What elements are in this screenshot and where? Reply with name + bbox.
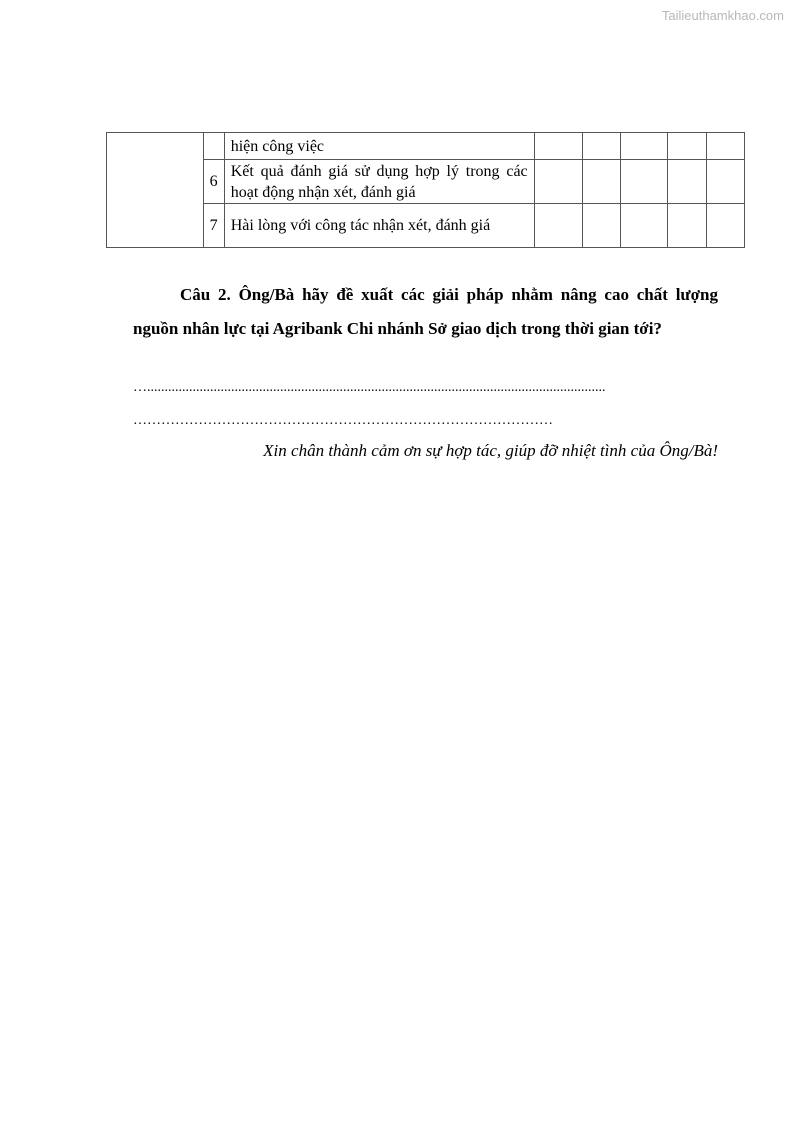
row-description: Hài lòng với công tác nhận xét, đánh giá [224, 204, 534, 248]
rating-cell[interactable] [621, 204, 668, 248]
rating-cell[interactable] [534, 160, 582, 204]
table-row [107, 160, 745, 204]
table-row [107, 133, 745, 160]
rating-cell[interactable] [706, 204, 744, 248]
rating-cell[interactable] [706, 160, 744, 204]
row-number: 7 [203, 204, 224, 248]
rating-cell[interactable] [621, 133, 668, 160]
row-number: 6 [203, 160, 224, 204]
answer-line[interactable]: …................................................................................................................................... [133, 380, 606, 395]
survey-table [106, 132, 745, 248]
table-row [107, 204, 745, 248]
thank-you-note: Xin chân thành cảm ơn sự hợp tác, giúp đỡ nhiệt tình của Ông/Bà! [263, 441, 718, 460]
watermark: Tailieuthamkhao.com [661, 8, 784, 23]
rating-cell[interactable] [582, 204, 620, 248]
row-description: Kết quả đánh giá sử dụng hợp lý trong các hoạt động nhận xét, đánh giá [224, 160, 534, 204]
row-number [203, 133, 224, 160]
rating-cell[interactable] [582, 133, 620, 160]
answer-line[interactable]: ……………………………………………………………………………… [133, 413, 553, 428]
group-cell [107, 133, 204, 248]
rating-cell[interactable] [534, 204, 582, 248]
rating-cell[interactable] [534, 133, 582, 160]
rating-cell[interactable] [668, 204, 706, 248]
question-2: Câu 2. Ông/Bà hãy đề xuất các giải pháp nhằm nâng cao chất lượng nguồn nhân lực tại Agribank Chi nhánh Sở giao dịch trong thời gian tới? [133, 285, 718, 338]
rating-cell[interactable] [668, 133, 706, 160]
rating-cell[interactable] [706, 133, 744, 160]
rating-cell[interactable] [621, 160, 668, 204]
row-description: hiện công việc [224, 133, 534, 160]
rating-cell[interactable] [668, 160, 706, 204]
rating-cell[interactable] [582, 160, 620, 204]
